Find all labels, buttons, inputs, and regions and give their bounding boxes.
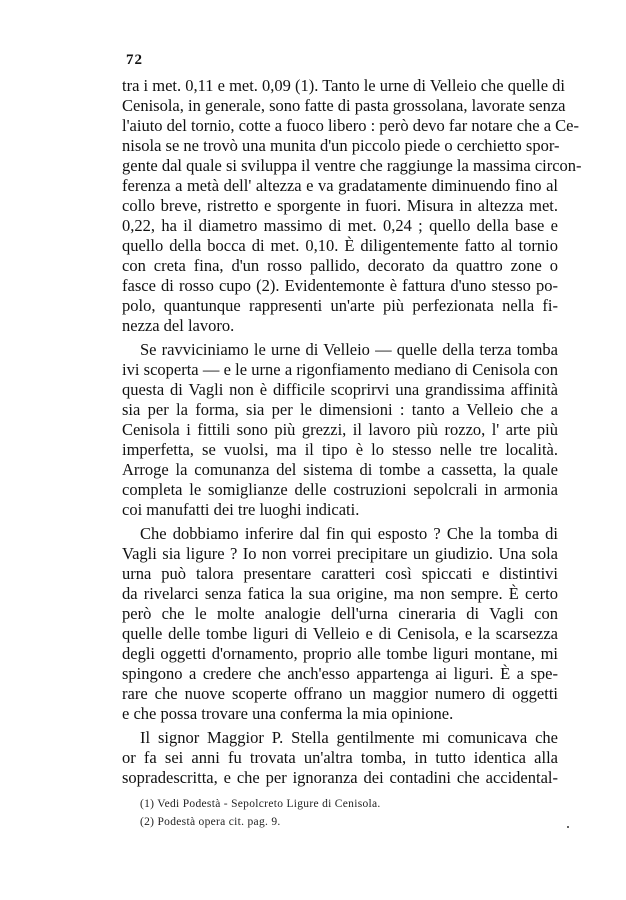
text-line: urna può talora presentare caratteri così spiccati e distintivi (122, 564, 558, 583)
text-line: Cenisola i fittili sono più grezzi, il lavoro più rozzo, l' arte più (122, 420, 558, 439)
text-line: con creta fina, d'un rosso pallido, decorato da quattro zone o (122, 256, 558, 275)
text-line: polo, quantunque rappresenti un'arte più perfezionata nella fi- (122, 296, 558, 315)
text-line: 0,22, ha il diametro massimo di met. 0,24 ; quello della base e (122, 216, 558, 235)
footnote: (2) Podestà opera cit. pag. 9. (140, 816, 281, 828)
text-line: gente dal quale si sviluppa il ventre che raggiunge la massima circon- (122, 156, 582, 175)
text-line: Se ravviciniamo le urne di Velleio — quelle della terza tomba (140, 340, 558, 359)
text-line: or fa sei anni fu trovata un'altra tomba, in tutto identica alla (122, 748, 558, 767)
text-line: da rivelarci senza fatica la sua origine, ma non sempre. È certo (122, 584, 558, 603)
text-line: ferenza a metà dell' altezza e va gradatamente diminuendo fino al (122, 176, 558, 195)
text-line: e che possa trovare una conferma la mia opinione. (122, 704, 454, 723)
text-line: completa le somiglianze delle costruzioni sepolcrali in armonia (122, 480, 558, 499)
text-line: coi manufatti dei tre luoghi indicati. (122, 500, 360, 519)
text-line: Che dobbiamo inferire dal fin qui esposto ? Che la tomba di (140, 524, 558, 543)
text-line: nisola se ne trovò una munita d'un piccolo piede o cerchietto spor- (122, 136, 560, 155)
scan-speck (567, 826, 569, 828)
text-line: Arroge la comunanza del sistema di tombe a cassetta, la quale (122, 460, 558, 479)
text-line: ivi scoperta — e le urne a rigonfiamento mediano di Cenisola con (122, 360, 558, 379)
text-line: collo breve, ristretto e sporgente in fuori. Misura in altezza met. (122, 196, 558, 215)
text-line: però che le molte analogie dell'urna cineraria di Vagli con (122, 604, 558, 623)
text-line: quello della bocca di met. 0,10. È diligentemente fatto al tornio (122, 236, 558, 255)
text-line: questa di Vagli non è difficile scoprirvi una grandissima affinità (122, 380, 558, 399)
text-line: Cenisola, in generale, sono fatte di pasta grossolana, lavorate senza (122, 96, 566, 115)
text-line: sopradescritta, e che per ignoranza dei contadini che accidental- (122, 768, 558, 787)
text-line: fasce di rosso cupo (2). Evidentemonte è fattura d'uno stesso po- (122, 276, 558, 295)
text-line: Vagli sia ligure ? Io non vorrei precipitare un giudizio. Una sola (122, 544, 558, 563)
text-line: spingono a credere che anch'esso appartenga ai liguri. È a spe- (122, 664, 558, 683)
text-line: nezza del lavoro. (122, 316, 235, 335)
text-line: rare che nuove scoperte offrano un maggior numero di oggetti (122, 684, 558, 703)
text-line: quelle delle tombe liguri di Velleio e di Cenisola, e la scarsezza (122, 624, 558, 643)
text-line: sia per la forma, sia per le dimensioni : tanto a Velleio che a (122, 400, 558, 419)
text-line: degli oggetti d'ornamento, proprio alle tombe liguri montane, mi (122, 644, 558, 663)
text-line: Il signor Maggior P. Stella gentilmente mi comunicava che (140, 728, 558, 747)
text-line: l'aiuto del tornio, cotte a fuoco libero : però devo far notare che a Ce- (122, 116, 579, 135)
footnote: (1) Vedi Podestà - Sepolcreto Ligure di Cenisola. (140, 798, 381, 810)
text-line: tra i met. 0,11 e met. 0,09 (1). Tanto le urne di Velleio che quelle di (122, 76, 566, 95)
text-line: imperfetta, se vuolsi, ma il tipo è lo stesso nelle tre località. (122, 440, 558, 459)
page-number: 72 (126, 52, 143, 68)
